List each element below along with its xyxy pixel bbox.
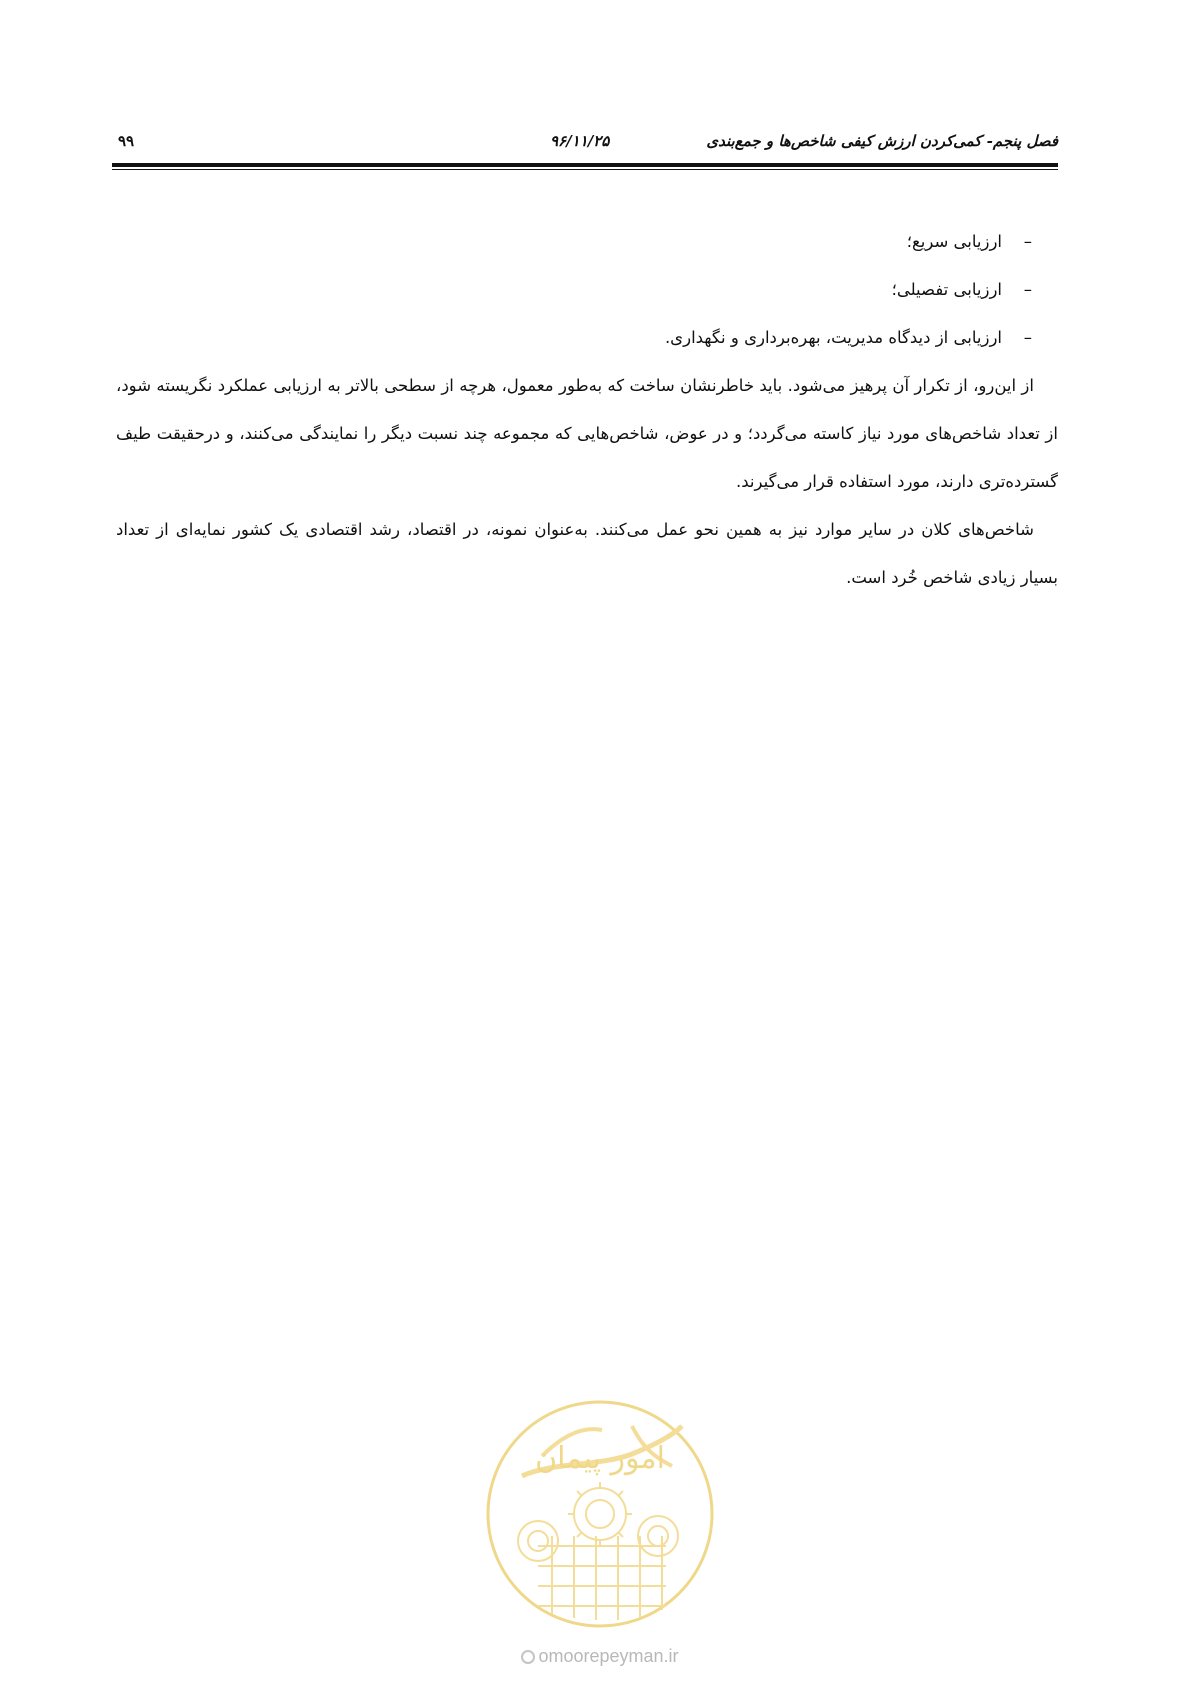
bullet-text: ارزیابی تفصیلی؛ <box>891 280 1002 299</box>
watermark-logo-icon <box>482 1396 718 1632</box>
header-rule-thin <box>112 169 1058 170</box>
watermark-website <box>492 1646 708 1667</box>
dash-icon: – <box>1023 328 1032 347</box>
header-date: ۹۶/۱۱/۲۵ <box>550 132 610 150</box>
website-text: omoorepeyman.ir <box>538 1646 679 1666</box>
paragraph: از این‌رو، از تکرار آن پرهیز می‌شود. باید خاطرنشان ساخت که به‌طور معمول، هرچه از سطحی بالاتر به ارزیابی عملکرد نگریسته شود، از تعداد شاخص‌های مورد نیاز کاسته می‌گردد؛ و در عوض، شاخص‌هایی که مجموعه چند نسبت دیگر را نمایندگی می‌کنند، و درحقیقت طیف گسترده‌تری دارند، مورد استفاده قرار می‌گیرند. <box>116 376 1058 491</box>
paragraph: شاخص‌های کلان در سایر موارد نیز به همین نحو عمل می‌کنند. به‌عنوان نمونه، در اقتصاد، رشد اقتصادی یک کشور نمایه‌ای از تعداد بسیار زیادی شاخص خُرد است. <box>116 520 1058 587</box>
watermark-text: امور پیمان <box>535 1441 665 1476</box>
list-item <box>116 266 1032 314</box>
page-number: ۹۹ <box>118 132 135 150</box>
dash-icon: – <box>1023 280 1032 299</box>
bullet-list <box>116 218 1058 362</box>
page-body <box>116 218 1058 602</box>
list-item <box>116 218 1032 266</box>
bullet-text: ارزیابی از دیدگاه مدیریت، بهره‌برداری و نگهداری. <box>664 328 1002 347</box>
globe-icon <box>521 1650 535 1664</box>
dash-icon: – <box>1023 232 1032 251</box>
header-rule-thick <box>112 163 1058 167</box>
bullet-text: ارزیابی سریع؛ <box>906 232 1002 251</box>
list-item <box>116 314 1032 362</box>
chapter-title: فصل پنجم- کمی‌کردن ارزش کیفی شاخص‌ها و جمع‌بندی <box>706 132 1058 150</box>
page-header <box>112 128 1058 158</box>
